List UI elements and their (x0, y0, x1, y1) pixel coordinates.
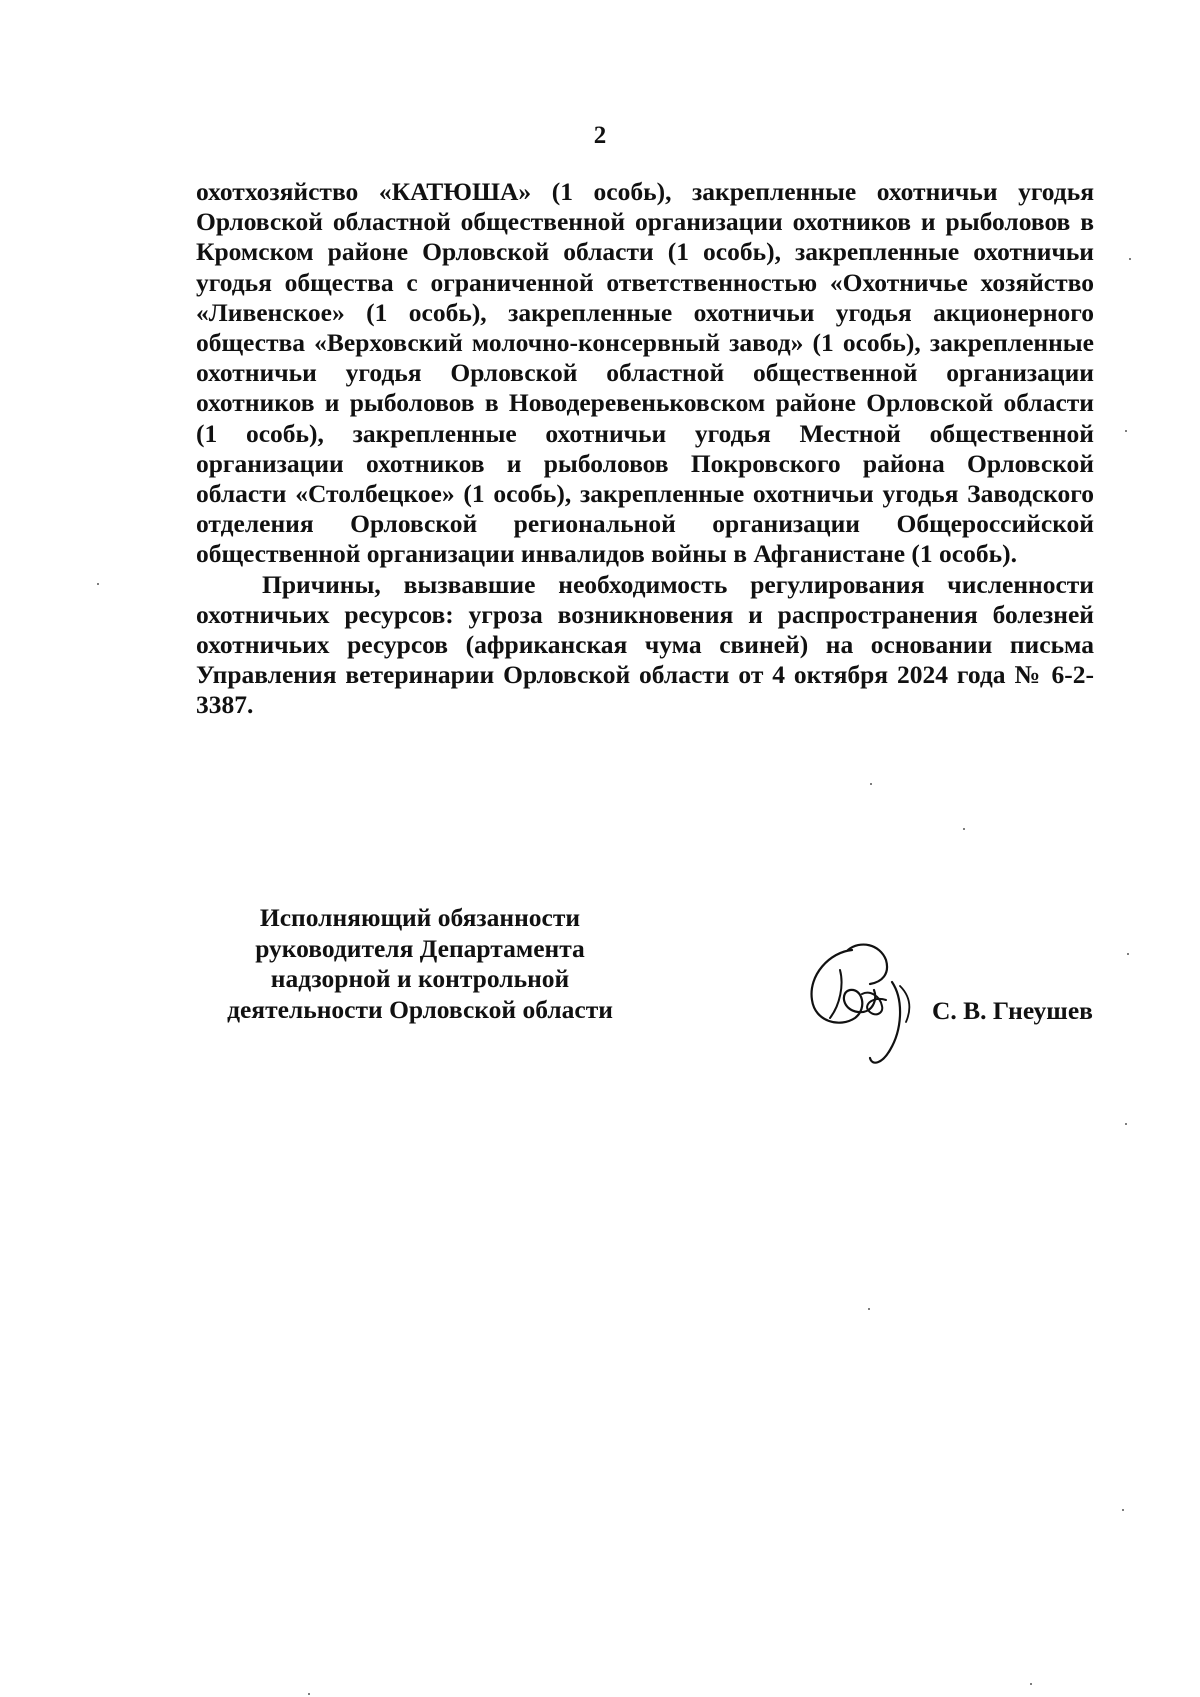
page-number: 2 (593, 122, 607, 149)
signatory-title-line: надзорной и контрольной (270, 964, 570, 993)
handwritten-signature (800, 930, 920, 1070)
signatory-title (200, 903, 640, 1025)
signatory-title-line: деятельности Орловской области (227, 994, 613, 1024)
paragraph-continuation: охотхозяйство «КАТЮША» (1 особь), закрепленные охотничьи угодья Орловской областной общественной организации охотников и рыболовов в Кромском районе Орловской области (1 особь), закрепленные охотничьи угодья общества с ограниченной ответственностью «Охотничье хозяйство «Ливенское» (1 особь), закрепленные охотничьи угодья акционерного общества «Верховский молочно-консервный завод» (1 особь), закрепленные охотничьи угодья Орловской областной общественной организации охотников и рыболовов в Новодеревеньковском районе Орловской области (1 особь), закрепленные охотничьи угодья Местной общественной организации охотников и рыболовов Покровского района Орловской области «Столбецкое» (1 особь), закрепленные охотничьи угодья Заводского отделения Орловской региональной организации Общероссийской общественной организации инвалидов войны в Афганистане (1 особь). (196, 177, 1094, 569)
paragraph-reasons: Причины, вызвавшие необходимость регулирования численности охотничьих ресурсов: угроза возникновения и распространения болезней охотничьих ресурсов (африканская чума свиней) на основании письма Управления ветеринарии Орловской области от 4 октября 2024 года № 6-2-3387. (196, 569, 1094, 720)
signatory-title-line: руководителя Департамента (255, 933, 585, 963)
signatory-name: С. В. Гнеушев (932, 996, 1093, 1025)
signatory-title-line: Исполняющий обязанности (259, 903, 581, 932)
document-body (196, 177, 1094, 721)
